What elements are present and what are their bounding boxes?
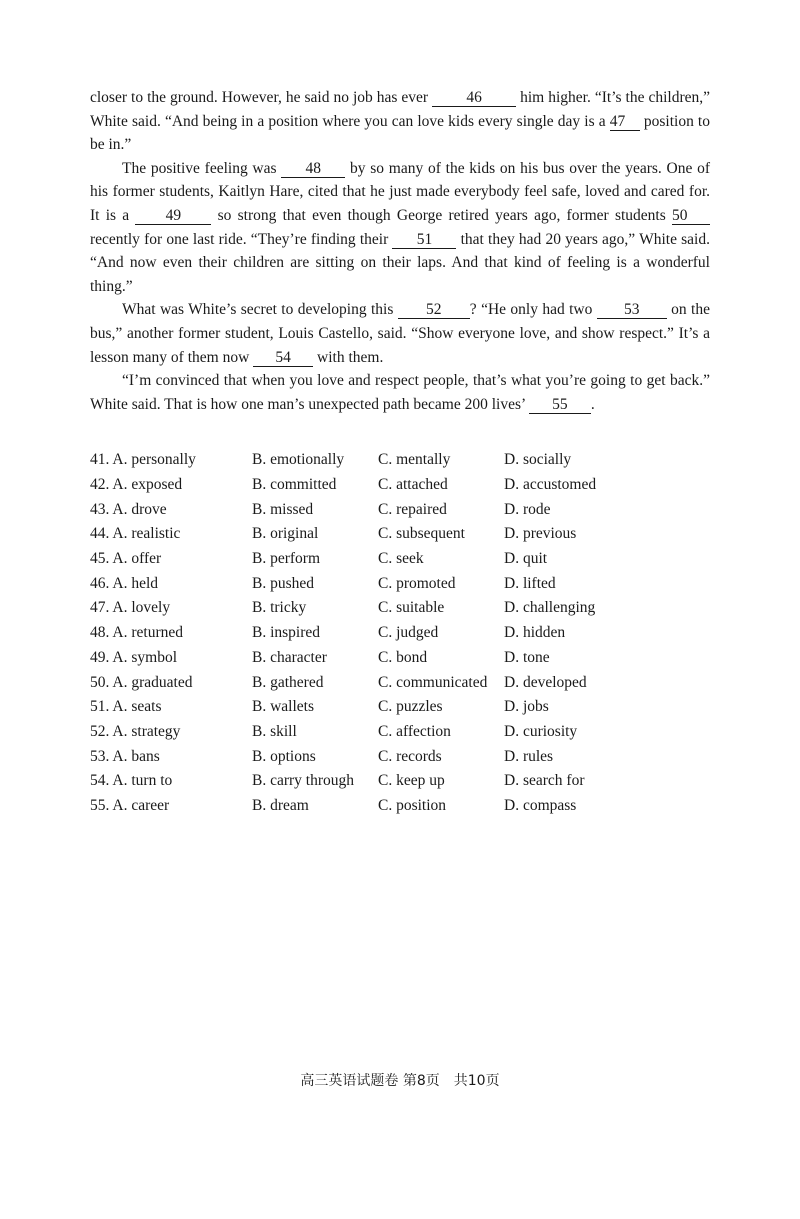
option-a: 41. A. personally — [90, 451, 196, 469]
question-row-46 — [90, 571, 644, 596]
option-d: D. compass — [504, 796, 577, 814]
option-b: B. dream — [252, 796, 309, 814]
text: ? “He only had two — [469, 301, 597, 319]
option-d: D. previous — [504, 525, 577, 543]
option-b: B. missed — [252, 500, 314, 518]
option-c: C. communicated — [378, 673, 488, 691]
question-row-43 — [90, 497, 644, 522]
option-c: C. puzzles — [378, 698, 443, 716]
option-d: D. challenging — [504, 599, 596, 617]
option-c: C. keep up — [378, 772, 445, 790]
blank-48: 48 — [281, 160, 345, 178]
option-a: 53. A. bans — [90, 747, 160, 765]
option-d: D. quit — [504, 550, 548, 568]
blank-46: 46 — [432, 89, 516, 107]
question-row-50 — [90, 670, 644, 695]
question-row-47 — [90, 596, 644, 621]
option-c: C. position — [378, 796, 447, 814]
option-d: D. rules — [504, 747, 554, 765]
option-b: B. gathered — [252, 673, 324, 691]
blank-49: 49 — [135, 207, 211, 225]
blank-47: 47 — [610, 113, 640, 131]
option-c: C. subsequent — [378, 525, 465, 543]
question-row-42 — [90, 473, 644, 498]
page-footer: 高三英语试题卷 第8页 共10页 — [300, 1073, 500, 1089]
option-a: 51. A. seats — [90, 698, 162, 716]
option-a: 52. A. strategy — [90, 722, 181, 740]
option-a: 54. A. turn to — [90, 772, 173, 790]
option-d: D. jobs — [504, 698, 549, 716]
text: . — [590, 395, 595, 413]
blank-54: 54 — [253, 349, 313, 367]
option-c: C. repaired — [378, 500, 447, 518]
option-b: B. committed — [252, 476, 337, 494]
option-b: B. character — [252, 648, 327, 666]
option-b: B. tricky — [252, 599, 307, 617]
option-b: B. perform — [252, 550, 321, 568]
option-a: 49. A. symbol — [90, 648, 177, 666]
text: The positive feeling was — [122, 159, 282, 177]
option-d: D. rode — [504, 500, 551, 518]
option-c: C. mentally — [378, 451, 451, 469]
option-a: 43. A. drove — [90, 500, 167, 518]
option-c: C. affection — [378, 722, 451, 740]
option-d: D. search for — [504, 772, 585, 790]
blank-51: 51 — [392, 231, 456, 249]
paragraph-3 — [90, 298, 710, 369]
question-row-45 — [90, 547, 644, 572]
text: position to be in.” — [90, 112, 710, 154]
option-c: C. judged — [378, 624, 439, 642]
option-c: C. suitable — [378, 599, 445, 617]
option-a: 48. A. returned — [90, 624, 183, 642]
text: so strong that even though George retired years ago, former students — [211, 206, 672, 224]
option-b: B. inspired — [252, 624, 321, 642]
option-a: 45. A. offer — [90, 550, 162, 568]
question-row-54 — [90, 769, 644, 794]
option-c: C. attached — [378, 476, 448, 494]
paragraph-1 — [90, 86, 710, 157]
blank-50: 50 — [672, 207, 710, 225]
option-c: C. records — [378, 747, 442, 765]
answer-options — [90, 448, 644, 818]
text: recently for one last ride. “They’re finding their — [90, 230, 393, 248]
option-b: B. original — [252, 525, 319, 543]
option-d: D. socially — [504, 451, 572, 469]
text: him higher. “It’s the children,” White said. “And being in a position where you can love kids every single day is a — [90, 89, 711, 130]
option-d: D. tone — [504, 648, 550, 666]
option-b: B. emotionally — [252, 451, 345, 469]
option-b: B. skill — [252, 722, 297, 740]
option-c: C. bond — [378, 648, 428, 666]
question-row-53 — [90, 744, 644, 769]
paragraph-2 — [90, 157, 710, 299]
text: with them. — [313, 348, 384, 366]
option-a: 44. A. realistic — [90, 525, 181, 543]
blank-55: 55 — [529, 396, 591, 414]
option-a: 55. A. career — [90, 796, 170, 814]
option-a: 50. A. graduated — [90, 673, 193, 691]
question-row-44 — [90, 522, 644, 547]
option-d: D. developed — [504, 673, 587, 691]
text: closer to the ground. However, he said no job has ever — [90, 89, 433, 106]
passage — [90, 86, 710, 416]
option-b: B. wallets — [252, 698, 314, 716]
text: on the bus,” another former student, Louis Castello, said. “Show everyone love, and show respect.” It’s a lesson many of them now — [90, 301, 710, 366]
paragraph-4 — [90, 369, 710, 416]
question-row-55 — [90, 794, 644, 819]
text: by so many of the kids on his bus over the years. One of his former students, Kaitlyn Hare, cited that he just made everybody feel safe, loved and cared for. It is a — [90, 159, 710, 224]
option-d: D. curiosity — [504, 722, 578, 740]
option-d: D. accustomed — [504, 476, 597, 494]
question-row-48 — [90, 621, 644, 646]
text: that they had 20 years ago,” White said. “And now even their children are sitting on their laps. And that kind of feeling is a wonderful thing.” — [90, 230, 710, 295]
option-b: B. carry through — [252, 772, 355, 790]
option-c: C. seek — [378, 550, 424, 568]
option-a: 42. A. exposed — [90, 476, 183, 494]
question-row-41 — [90, 448, 644, 473]
text: “I’m convinced that when you love and respect people, that’s what you’re going to get back.” White said. That is how one man’s unexpected path became 200 lives’ — [90, 372, 710, 413]
question-row-52 — [90, 720, 644, 745]
option-a: 46. A. held — [90, 574, 159, 592]
blank-53: 53 — [597, 301, 667, 319]
question-row-49 — [90, 646, 644, 671]
option-b: B. pushed — [252, 574, 314, 592]
option-a: 47. A. lovely — [90, 599, 171, 617]
text: What was White’s secret to developing this — [122, 301, 398, 319]
option-d: D. hidden — [504, 624, 566, 642]
question-row-51 — [90, 695, 644, 720]
option-c: C. promoted — [378, 574, 456, 592]
option-d: D. lifted — [504, 574, 556, 592]
option-b: B. options — [252, 747, 316, 765]
blank-52: 52 — [398, 301, 470, 319]
